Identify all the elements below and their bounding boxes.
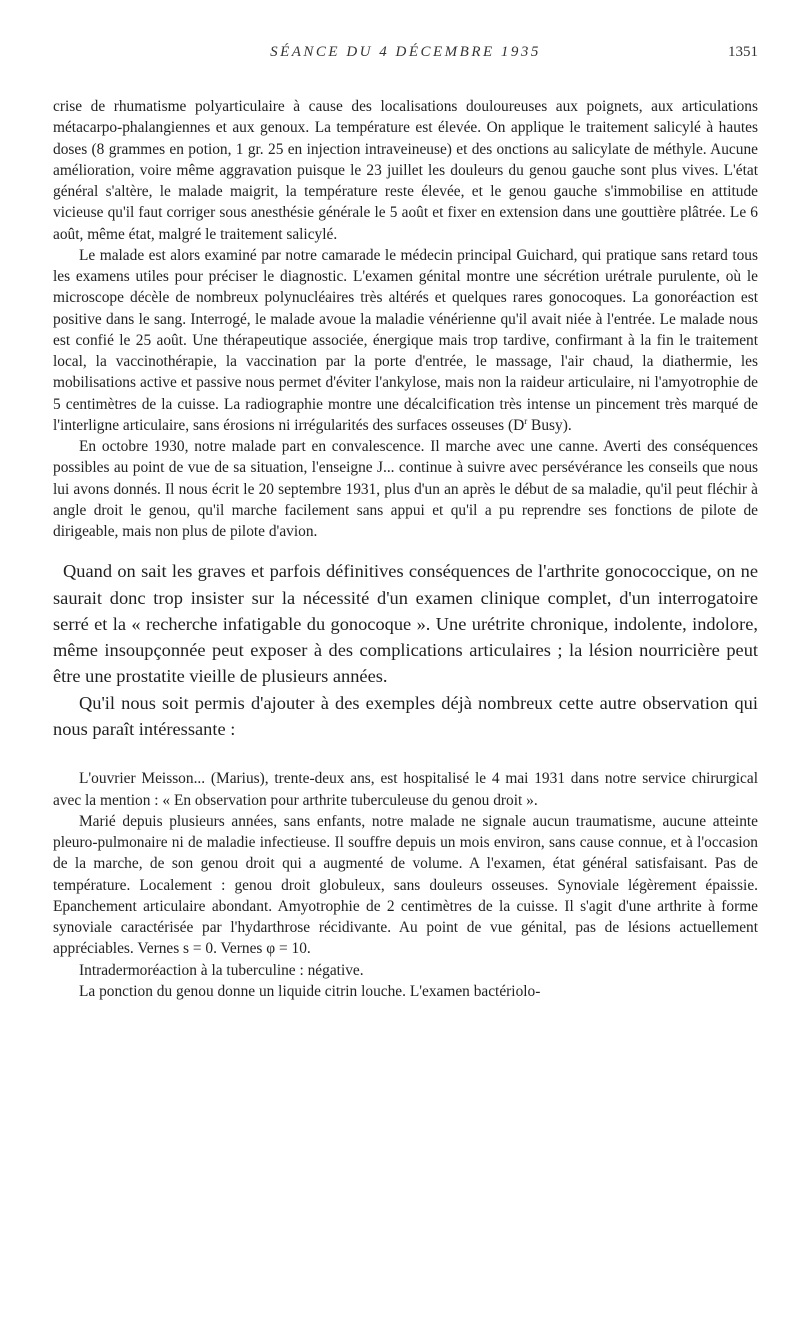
- article-body: [53, 96, 758, 1002]
- section-gap: [53, 542, 758, 558]
- paragraph-intradermo: Intradermoréaction à la tuberculine : négative.: [79, 961, 364, 979]
- running-head: [53, 44, 758, 64]
- paragraph-discussion: Quand on sait les graves et parfois définitives conséquences de l'arthrite gonococcique, on ne saurait donc trop insister sur la nécessité d'un examen clinique complet, d'un interrogatoire serré et la « recherche infatigable du gonocoque ». Une urétrite chronique, indolente, indolore, même insoupçonnée peut exposer à des complications articulaires ; la lésion nourricière peut être une prostatite vieille de plusieurs années.: [53, 561, 758, 687]
- paragraph-second-case-intro: L'ouvrier Meisson... (Marius), trente-deux ans, est hospitalisé le 4 mai 1931 dans notre service chirurgical avec la mention : « En observation pour arthrite tuberculeuse du genou droit ».: [53, 770, 758, 809]
- paragraph-second-case-history: Marié depuis plusieurs années, sans enfants, notre malade ne signale aucun traumatisme, aucune atteinte pleuro-pulmonaire ni de maladie infectieuse. Il souffre depuis un mois environ, sans cause connue, et à l'occasion de la marche, de son genou droit qui a augmenté de volume. A l'examen, état général satisfaisant. Pas de température. Localement : genou droit globuleux, sans douleurs osseuses. Synoviale légèrement épaissie. Epanchement articulaire abondant. Amyotrophie de 2 centimètres de la cuisse. Il s'agit d'une arthrite à forme synoviale caractérisée par l'hydarthrose récidivante. Au point de vue génital, pas de lésions actuellement appréciables. Vernes s = 0. Vernes φ = 10.: [53, 812, 758, 958]
- paragraph-case-continuation: crise de rhumatisme polyarticulaire à cause des localisations douloureuses aux poignets, aux articulations métacarpo-phalangiennes et aux genoux. La température est élevée. On applique le traitement salicylé à hautes doses (8 grammes en potion, 1 gr. 25 en injection intraveineuse) et des onctions au salicylate de méthyle. Aucune amélioration, voire même aggravation puisque le 23 juillet les douleurs du genou gauche sont plus vives. L'état général s'altère, le malade maigrit, la température reste élevée, et le genou gauche s'immobilise en attitude vicieuse qu'il faut corriger sous anesthésie générale le 5 août et fixer en extension dans une gouttière plâtrée. Le 6 août, même état, malgré le traitement salicylé.: [53, 98, 758, 243]
- paragraph-examination-text: Le malade est alors examiné par notre camarade le médecin principal Guichard, qui pratique sans retard tous les examens utiles pour préciser le diagnostic. L'examen génital montre une sécrétion urétrale purulente, où le microscope décèle de nombreux polynucléaires très altérés et quelques rares gonocoques. La gonoréaction est positive dans le sang. Interrogé, le malade avoue la maladie vénérienne qu'il avait niée à l'entrée. Le malade nous est confié le 25 août. Une thérapeutique associée, énergique mais trop tardive, confirmant à la fin le traitement local, la vaccinothérapie, la vaccination par la porte d'entrée, le massage, l'air chaud, la diathermie, les mobilisations active et passive nous permet d'éviter l'ankylose, mais non la raideur articulaire, ni l'amyotrophie de 5 centimètres de la cuisse. La radiographie montre une décalcification très intense un pincement très marqué de l'interligne articulaire, sans érosions ni irrégularités des surfaces osseuses (D: [53, 246, 758, 434]
- running-title: SÉANCE DU 4 DÉCEMBRE 1935: [270, 44, 541, 60]
- section-gap: [53, 742, 758, 768]
- paragraph-ponction: La ponction du genou donne un liquide citrin louche. L'examen bactériolo-: [79, 982, 541, 1000]
- paragraph-convalescence: En octobre 1930, notre malade part en convalescence. Il marche avec une canne. Averti des conséquences possibles au point de vue de sa situation, l'enseigne J... continue à suivre avec persévérance les conseils que nous lui avons donnés. Il nous écrit le 20 septembre 1931, plus d'un an après le début de sa maladie, qu'il peut fléchir à angle droit le genou, qu'il marche facilement sans appui et qu'il a pu reprendre ses fonctions de pilote de dirigeable, mais non plus de pilote d'avion.: [53, 438, 758, 540]
- page-number: 1351: [728, 44, 758, 60]
- doctor-abbrev-sup: r: [524, 415, 528, 426]
- paragraph-transition: Qu'il nous soit permis d'ajouter à des exemples déjà nombreux cette autre observation qui nous paraît intéressante :: [53, 692, 758, 740]
- radiography-ref-tail: Busy).: [527, 416, 572, 434]
- paragraph-examination: [53, 245, 758, 436]
